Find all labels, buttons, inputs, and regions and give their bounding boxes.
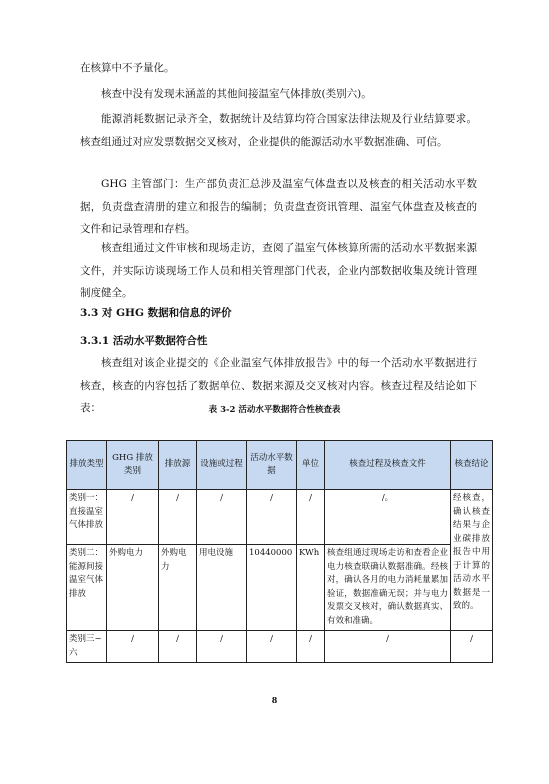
table-cell: 类别一：直接温室气体排放 <box>67 490 107 545</box>
table-cell: / <box>197 490 247 545</box>
table-cell: 类别三~六 <box>67 631 107 663</box>
table-cell: 10440000 <box>247 545 297 631</box>
table-row <box>67 631 493 663</box>
header-emission-type: 排放类型 <box>67 441 107 490</box>
paragraph-2: 能源消耗数据记录齐全，数据统计及结算均符合国家法律法规及行业结算要求。核查组通过对应发票数据交叉核对，企业提供的能源活动水平数据准确、可信。 <box>80 113 477 148</box>
table-cell: / <box>297 490 325 545</box>
table-cell: / <box>159 631 197 663</box>
header-unit: 单位 <box>297 441 325 490</box>
table-cell: / <box>107 631 159 663</box>
paragraph-0: 在核算中不予量化。 <box>80 62 175 74</box>
table-row <box>67 545 493 631</box>
table-cell: / <box>325 631 451 663</box>
section-heading-3-3-1: 3.3.1 活动水平数据符合性 <box>80 335 208 347</box>
table-row <box>67 490 493 545</box>
header-emission-source: 排放源 <box>159 441 197 490</box>
table-caption: 表 3-2 活动水平数据符合性核查表 <box>208 405 341 415</box>
header-facility: 设施或过程 <box>197 441 247 490</box>
paragraph-4: 核查组通过文件审核和现场走访，查阅了温室气体核算所需的活动水平数据来源文件，并实际访谈现场工作人员和相关管理部门代表，企业内部数据收集及统计管理制度健全。 <box>80 242 477 299</box>
table-cell: / <box>297 631 325 663</box>
paragraph-3: GHG 主管部门：生产部负责汇总涉及温室气体盘查以及核查的相关活动水平数据，负责盘查清册的建立和报告的编制；负责盘查资讯管理、温室气体盘查及核查的文件和记录管理和存档。 <box>80 178 477 235</box>
table-cell: / <box>247 490 297 545</box>
header-ghg-category: GHG 排放类别 <box>107 441 159 490</box>
activity-data-table <box>66 440 493 663</box>
table-cell: / <box>451 631 493 663</box>
table-cell: /。 <box>325 490 451 545</box>
section-heading-3-3: 3.3 对 GHG 数据和信息的评价 <box>80 307 232 319</box>
table-header-row <box>67 441 493 490</box>
page-number: 8 <box>271 695 278 705</box>
table-cell: 类别二：能源间接温室气体排放 <box>67 545 107 631</box>
table-cell: 外购电力 <box>159 545 197 631</box>
paragraph-5: 核查组对该企业提交的《企业温室气体排放报告》中的每一个活动水平数据进行核查，核查的内容包括了数据单位、数据来源及交叉核对内容。核查过程及结论如下表： <box>80 357 477 414</box>
table-cell: 用电设施 <box>197 545 247 631</box>
table-cell: / <box>159 490 197 545</box>
table-cell: 核查组通过现场走访和查看企业电力核查联确认数据准确。经核对，确认各月的电力消耗量累加验证，数据准确无误；并与电力发票交叉核对，确认数据真实、有效和准确。 <box>325 545 451 631</box>
paragraph-1: 核查中没有发现未涵盖的其他间接温室气体排放(类别六)。 <box>101 88 372 100</box>
table-cell: / <box>247 631 297 663</box>
table-cell-conclusion: 经核查，确认核查结果与企业碳排放报告中用于计算的活动水平数据是一致的。 <box>451 490 493 631</box>
header-verification-process: 核查过程及核查文件 <box>325 441 451 490</box>
table-cell: 外购电力 <box>107 545 159 631</box>
table-cell: / <box>197 631 247 663</box>
header-verification-conclusion: 核查结论 <box>451 441 493 490</box>
header-activity-data: 活动水平数据 <box>247 441 297 490</box>
table-cell: KWh <box>297 545 325 631</box>
table-cell: / <box>107 490 159 545</box>
